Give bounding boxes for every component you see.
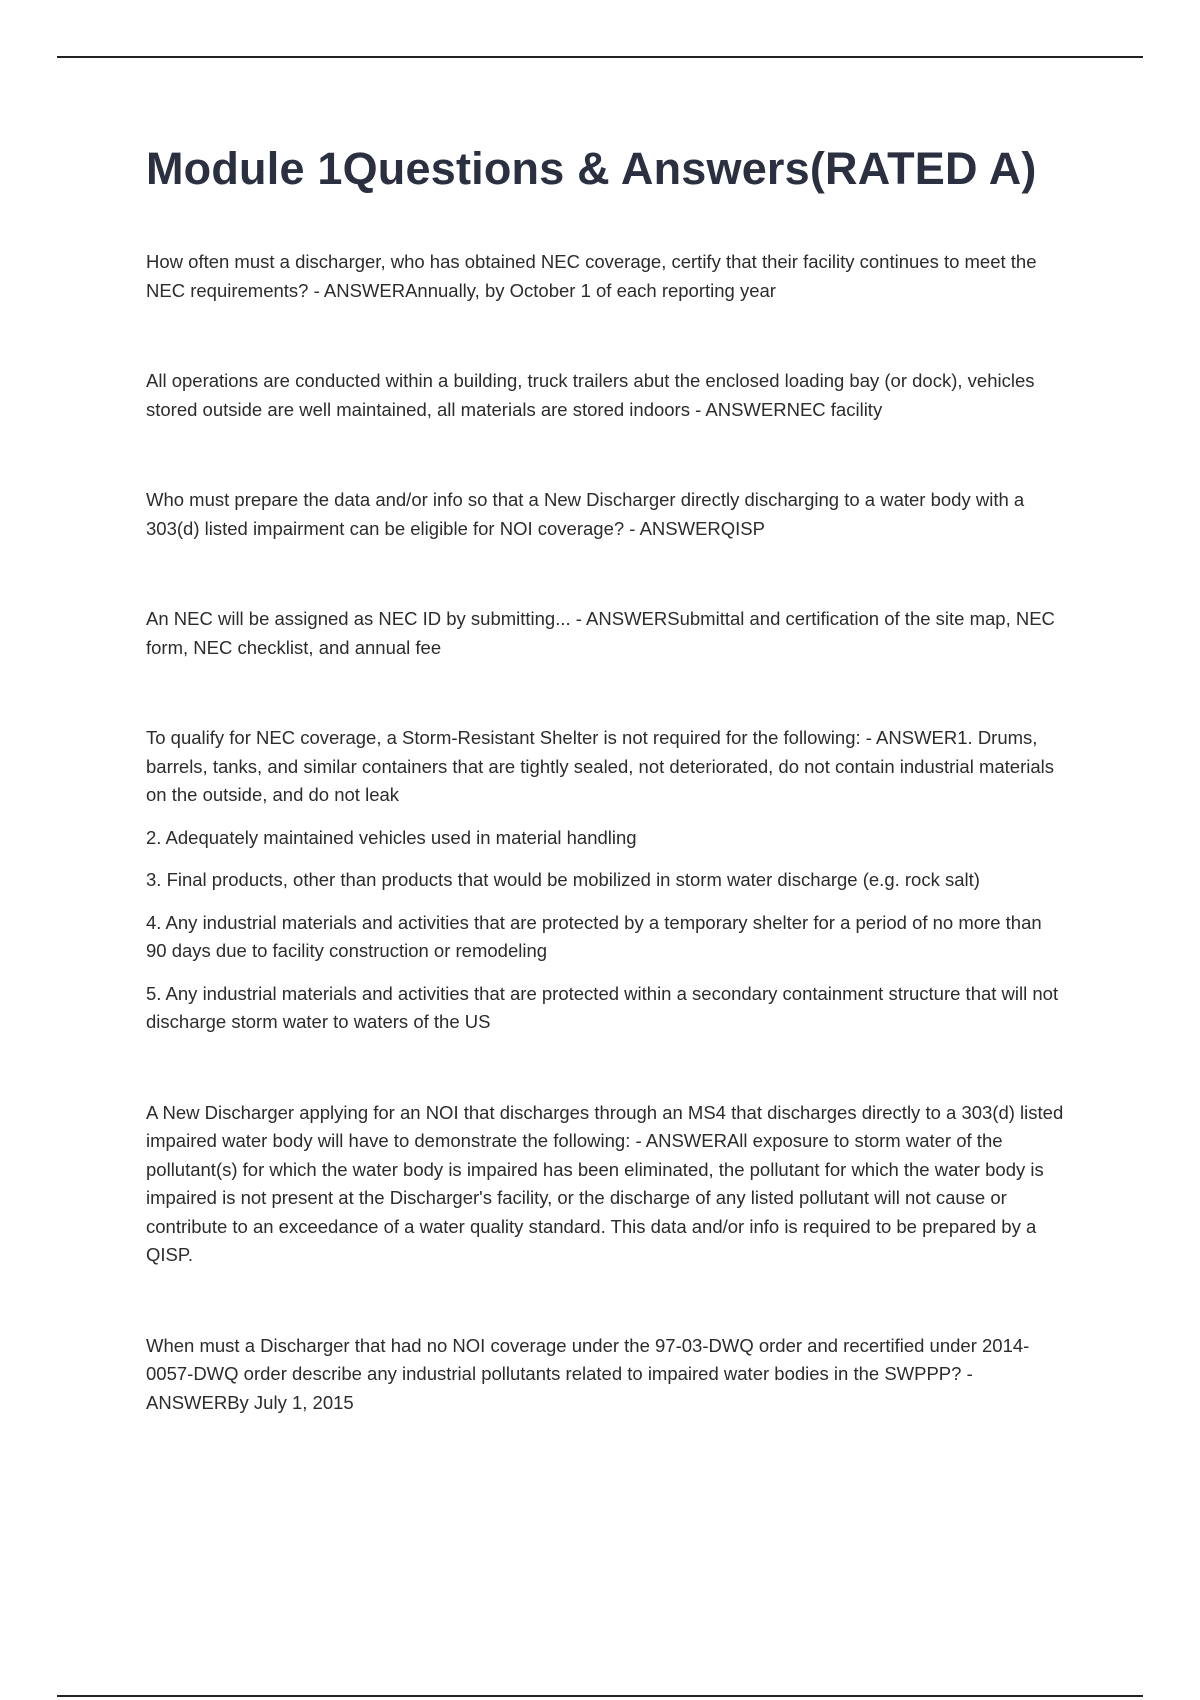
entry-spacer [146, 424, 1066, 486]
qa-entry [146, 605, 1066, 662]
entry-spacer [146, 662, 1066, 724]
document-title: Module 1Questions & Answers(RATED A) [146, 143, 1037, 194]
qa-text: An NEC will be assigned as NEC ID by submitting... - ANSWERSubmittal and certification of the site map, NEC form, NEC checklist, and annual fee [146, 608, 1055, 658]
qa-entry [146, 486, 1066, 543]
qa-text: Who must prepare the data and/or info so that a New Discharger directly discharging to a water body with a 303(d) listed impairment can be eligible for NOI coverage? - ANSWERQISP [146, 489, 1025, 539]
qa-text: When must a Discharger that had no NOI coverage under the 97-03-DWQ order and recertified under 2014-0057-DWQ order describe any industrial pollutants related to impaired water bodies in the SWPPP? - ANSWERBy July 1, 2015 [146, 1334, 1030, 1413]
qa-text: How often must a discharger, who has obtained NEC coverage, certify that their facility continues to meet the NEC requirements? - ANSWERAnnually, by October 1 of each reporting year [146, 251, 1037, 301]
qa-list-item: 3. Final products, other than products that would be mobilized in storm water discharge (e.g. rock salt) [146, 869, 980, 890]
entry-spacer [146, 543, 1066, 605]
qa-entry [146, 367, 1066, 424]
qa-entry [146, 1332, 1066, 1418]
document-body [146, 140, 1066, 1417]
entry-spacer [146, 305, 1066, 367]
bottom-rule [57, 1695, 1143, 1697]
qa-entry [146, 724, 1066, 1037]
qa-list-item: 2. Adequately maintained vehicles used in material handling [146, 826, 637, 848]
qa-text: A New Discharger applying for an NOI that discharges through an MS4 that discharges directly to a 303(d) listed impaired water body will have to demonstrate the following: - ANSWERAll exposure to storm water of the pollutant(s) for which the water body is impaired has been eliminated, the pollutant for which the water body is impaired is not present at the Discharger's facility, or the discharge of any listed pollutant will not cause or contribute to an exceedance of a water quality standard. This data and/or info is required to be prepared by a QISP. [146, 1101, 1064, 1265]
qa-entry [146, 248, 1066, 305]
top-rule [57, 56, 1143, 58]
qa-text: All operations are conducted within a building, truck trailers abut the enclosed loading bay (or dock), vehicles stored outside are well maintained, all materials are stored indoors - ANSWERNEC facility [146, 370, 1035, 420]
qa-entry [146, 1099, 1066, 1270]
qa-list-item: 5. Any industrial materials and activities that are protected within a secondary containment structure that will not discharge storm water to waters of the US [146, 982, 1059, 1032]
entry-spacer [146, 1270, 1066, 1332]
qa-list-item: 4. Any industrial materials and activities that are protected by a temporary shelter for a period of no more than 90 days due to facility construction or remodeling [146, 911, 1042, 961]
entry-spacer [146, 1037, 1066, 1099]
qa-text: To qualify for NEC coverage, a Storm-Resistant Shelter is not required for the following: - ANSWER1. Drums, barrels, tanks, and similar containers that are tightly sealed, not deteriorated, do not contain industrial materials on the outside, and do not leak [146, 727, 1055, 805]
